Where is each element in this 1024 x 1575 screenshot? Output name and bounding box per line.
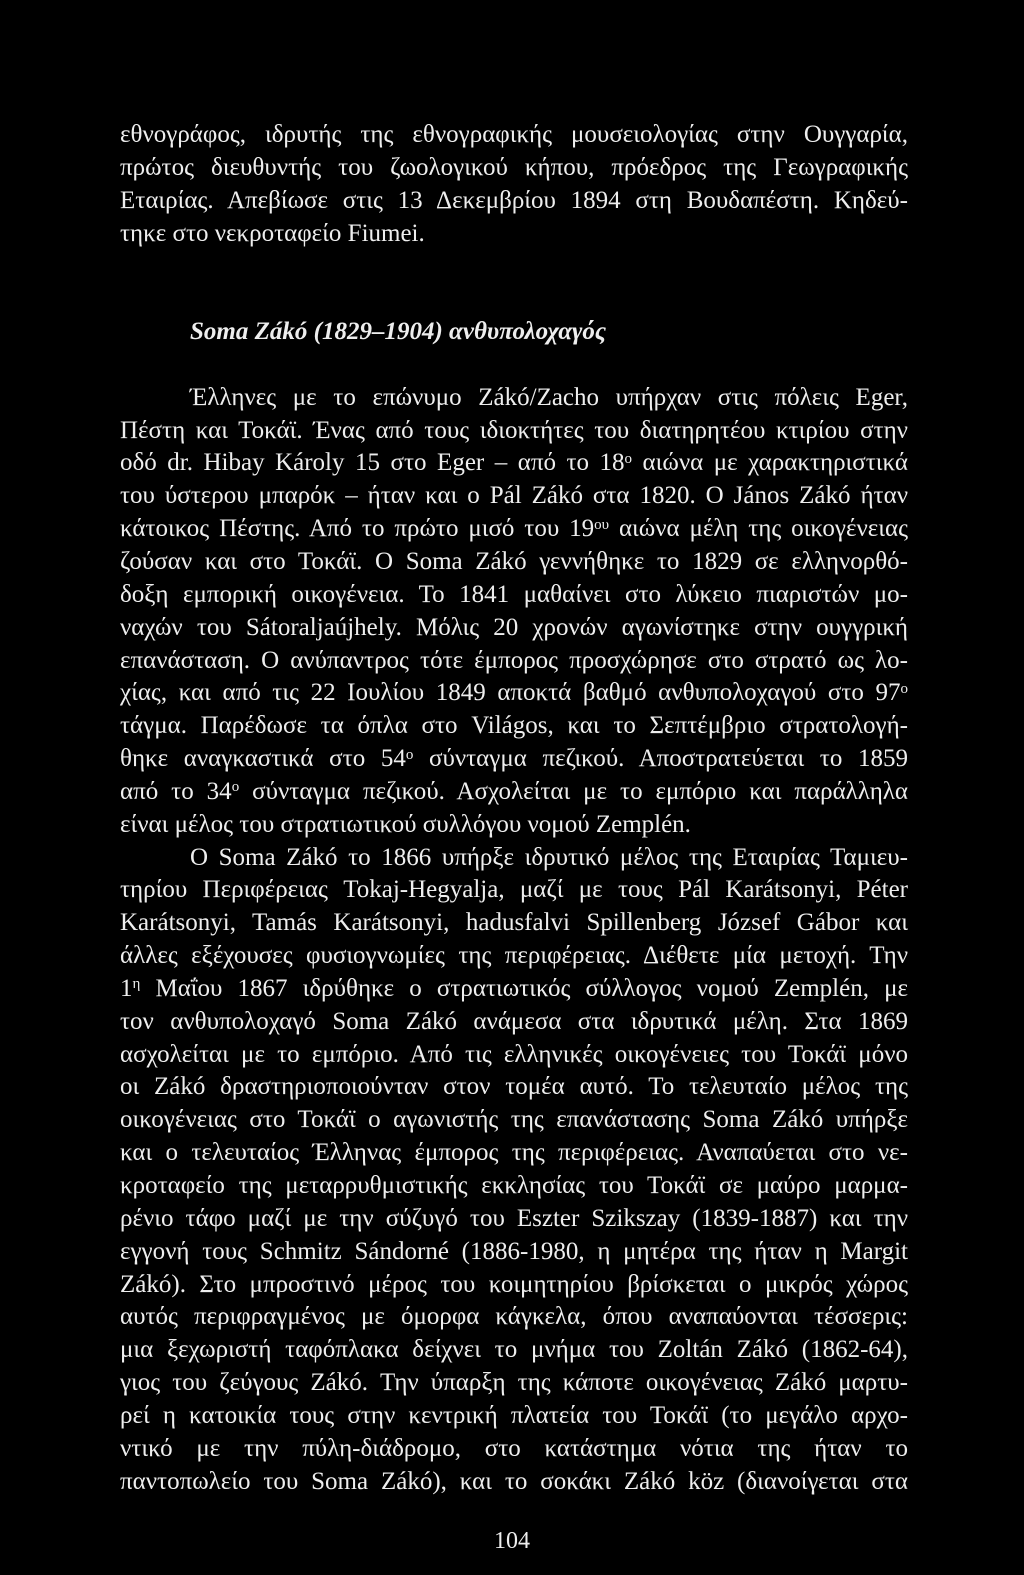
line-text: 1	[120, 974, 133, 1002]
page-number: 104	[494, 1528, 530, 1554]
text-line	[120, 973, 908, 1006]
line-text: σύνταγμα πεζικού. Αποστρατεύεται το 1859	[413, 745, 908, 773]
text-line	[120, 447, 908, 480]
text-line	[120, 776, 908, 809]
text-line: εγγονή τους Schmitz Sándorné (1886-1980, η μητέρα της ήταν η Margit	[120, 1237, 908, 1265]
text-line: και ο τελευταίος Έλληνας έμπορος της περιφέρειας. Αναπαύεται στο νε-	[120, 1139, 908, 1167]
text-line: ρεί η κατοικία τους στην κεντρική πλατεία του Τοκάϊ (το μεγάλο αρχο-	[120, 1401, 908, 1429]
text-line: ζούσαν και στο Τοκάϊ. Ο Soma Zákó γεννήθηκε το 1829 σε ελληνορθό-	[120, 547, 908, 575]
text-line: κροταφείο της μεταρρυθμιστικής εκκλησίας του Τοκάϊ σε μαύρο μαρμα-	[120, 1172, 908, 1199]
text-line	[120, 677, 908, 710]
text-line: Έλληνες με το επώνυμο Zákó/Zacho υπήρχαν στις πόλεις Eger,	[190, 383, 908, 411]
text-line: άλλες εξέχουσες φυσιογνωμίες της περιφέρειας. Διέθετε μία μετοχή. Την	[120, 942, 908, 970]
text-line: ντικό με την πύλη-διάδρομο, στο κατάστημα νότια της ήταν το	[120, 1434, 908, 1462]
line-text: θηκε αναγκαστικά στο 54	[120, 745, 406, 773]
text-line: επανάσταση. Ο ανύπαντρος τότε έμπορος προσχώρησε στο στρατό ως λο-	[120, 646, 908, 674]
section-heading: Soma Zákó (1829–1904) ανθυπολοχαγός	[190, 318, 607, 346]
text-line: τηρίου Περιφέρειας Tokaj-Hegyalja, μαζί με τους Pál Karátsonyi, Péter	[120, 876, 908, 904]
line-text: σύνταγμα πεζικού. Ασχολείται με το εμπόριο και παράλληλα	[239, 777, 908, 805]
line-text: οδό dr. Hibay Károly 15 στο Eger – από το 18	[120, 449, 625, 477]
text-line: Ο Soma Zákó το 1866 υπήρξε ιδρυτικό μέλος της Εταιρίας Ταμιευ-	[190, 843, 908, 871]
text-line: πρώτος διευθυντής του ζωολογικού κήπου, πρόεδρος της Γεωγραφικής	[120, 153, 908, 181]
text-line: τάγμα. Παρέδωσε τα όπλα στο Világos, και το Σεπτέμβριο στρατολογή-	[120, 712, 908, 740]
ordinal-suffix: η	[132, 976, 141, 993]
text-line: ρένιο τάφο μαζί με την σύζυγό του Eszter Szikszay (1839-1887) και την	[120, 1204, 908, 1232]
text-line: του ύστερου μπαρόκ – ήταν και ο Pál Zákó στα 1820. Ο János Zákó ήταν	[120, 482, 908, 510]
text-line: Πέστη και Τοκάϊ. Ένας από τους ιδιοκτήτες του διατηρητέου κτιρίου στην	[120, 416, 908, 444]
text-line: μια ξεχωριστή ταφόπλακα δείχνει το μνήμα του Zoltán Zákó (1862-64),	[120, 1336, 908, 1364]
text-line: δοξη εμπορική οικογένεια. Το 1841 μαθαίνει στο λύκειο πιαριστών μο-	[120, 580, 908, 608]
text-line: ασχολείται με το εμπόριο. Από τις ελληνικές οικογένειες του Τοκάϊ μόνο	[120, 1040, 908, 1068]
text-line: γιος του ζεύγους Zákó. Την ύπαρξη της κάποτε οικογένειας Zákó μαρτυ-	[120, 1369, 908, 1397]
paragraph	[120, 842, 908, 1499]
line-text: χίας, και από τις 22 Ιουλίου 1849 αποκτά βαθμό ανθυπολοχαγού στο 97	[120, 679, 901, 707]
ordinal-suffix: ο	[405, 746, 414, 763]
text-line: εθνογράφος, ιδρυτής της εθνογραφικής μουσειολογίας στην Ουγγαρία,	[120, 121, 908, 148]
text-line: τον ανθυπολοχαγό Soma Zákó ανάμεσα στα ιδρυτικά μέλη. Στα 1869	[120, 1007, 908, 1035]
text-line: Karátsonyi, Tamás Karátsonyi, hadusfalvi Spillenberg József Gábor και	[120, 909, 908, 937]
text-line: οικογένειας στο Τοκάϊ ο αγωνιστής της επανάστασης Soma Zákó υπήρξε	[120, 1106, 908, 1134]
ordinal-suffix: ο	[900, 680, 908, 697]
text-line: Εταιρίας. Απεβίωσε στις 13 Δεκεμβρίου 1894 στη Βουδαπέστη. Κηδεύ-	[120, 186, 908, 214]
line-text: από το 34	[120, 777, 232, 805]
line-text: κάτοικος Πέστης. Από το πρώτο μισό του 19	[120, 515, 595, 543]
line-text: αιώνα μέλη της οικογένειας	[609, 515, 908, 543]
ordinal-suffix: ου	[594, 516, 610, 533]
line-text: Μαΐου 1867 ιδρύθηκε ο στρατιωτικός σύλλογος νομού Zemplén, με	[140, 974, 908, 1002]
text-line: ναχών του Sátoraljaújhely. Μόλις 20 χρονών αγωνίστηκε στην ουγγρική	[120, 613, 908, 641]
ordinal-suffix: ο	[624, 450, 633, 467]
paragraph-continued	[120, 119, 908, 250]
text-line: οι Zákó δραστηριοποιούνταν στον τομέα αυτό. Το τελευταίο μέλος της	[120, 1073, 908, 1101]
text-line	[120, 743, 908, 776]
text-line	[120, 513, 908, 546]
ordinal-suffix: ο	[231, 779, 240, 796]
text-line: τηκε στο νεκροταφείο Fiumei.	[120, 219, 425, 247]
text-line: Zákó). Στο μπροστινό μέρος του κοιμητηρίου βρίσκεται ο μικρός χώρος	[120, 1270, 908, 1298]
line-text: αιώνα με χαρακτηριστικά	[632, 449, 908, 477]
text-line: αυτός περιφραγμένος με όμορφα κάγκελα, όπου αναπαύονται τέσσερις:	[120, 1303, 908, 1331]
text-line: είναι μέλος του στρατιωτικού συλλόγου νομού Zemplén.	[120, 810, 691, 838]
text-column	[120, 119, 908, 1498]
paragraph	[120, 382, 908, 842]
text-line: παντοπωλείο του Soma Zákó), και το σοκάκι Zákó köz (διανοίγεται στα	[120, 1467, 908, 1495]
